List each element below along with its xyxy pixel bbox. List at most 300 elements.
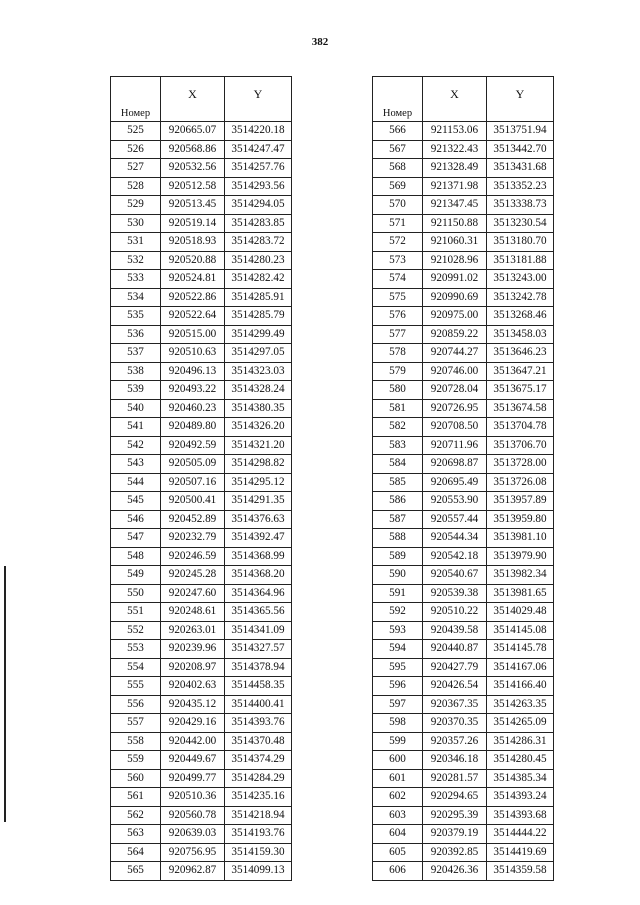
table-row (373, 714, 554, 733)
x-coordinate-cell: 920435.12 (161, 695, 225, 714)
y-coordinate-cell: 3514368.99 (225, 547, 292, 566)
header-y: Y (225, 77, 292, 122)
table-row (111, 325, 292, 344)
table-row (111, 677, 292, 696)
x-coordinate-cell: 920232.79 (161, 529, 225, 548)
y-coordinate-cell: 3513458.03 (487, 325, 554, 344)
table-row (373, 399, 554, 418)
table-row (111, 658, 292, 677)
x-coordinate-cell: 920370.35 (423, 714, 487, 733)
y-coordinate-cell: 3513646.23 (487, 344, 554, 363)
point-number-cell: 572 (373, 233, 423, 252)
x-coordinate-cell: 920440.87 (423, 640, 487, 659)
x-coordinate-cell: 920294.65 (423, 788, 487, 807)
point-number-cell: 541 (111, 418, 161, 437)
x-coordinate-cell: 920429.16 (161, 714, 225, 733)
point-number-cell: 549 (111, 566, 161, 585)
table-row (111, 788, 292, 807)
y-coordinate-cell: 3514378.94 (225, 658, 292, 677)
table-row (373, 640, 554, 659)
table-row (373, 529, 554, 548)
table-row (111, 769, 292, 788)
point-number-cell: 562 (111, 806, 161, 825)
point-number-cell: 591 (373, 584, 423, 603)
point-number-cell: 592 (373, 603, 423, 622)
table-row (373, 455, 554, 474)
table-header-row (373, 77, 554, 122)
x-coordinate-cell: 920489.80 (161, 418, 225, 437)
y-coordinate-cell: 3514327.57 (225, 640, 292, 659)
y-coordinate-cell: 3514280.45 (487, 751, 554, 770)
x-coordinate-cell: 920513.45 (161, 196, 225, 215)
y-coordinate-cell: 3514359.58 (487, 862, 554, 881)
table-row (111, 214, 292, 233)
y-coordinate-cell: 3514444.22 (487, 825, 554, 844)
table-row (373, 288, 554, 307)
point-number-cell: 537 (111, 344, 161, 363)
table-row (373, 159, 554, 178)
header-x: X (161, 77, 225, 122)
point-number-cell: 589 (373, 547, 423, 566)
point-number-cell: 554 (111, 658, 161, 677)
x-coordinate-cell: 920568.86 (161, 140, 225, 159)
point-number-cell: 566 (373, 122, 423, 141)
y-coordinate-cell: 3514235.16 (225, 788, 292, 807)
table-row (111, 381, 292, 400)
y-coordinate-cell: 3514283.72 (225, 233, 292, 252)
point-number-cell: 587 (373, 510, 423, 529)
y-coordinate-cell: 3514328.24 (225, 381, 292, 400)
point-number-cell: 578 (373, 344, 423, 363)
point-number-cell: 525 (111, 122, 161, 141)
table-row (373, 584, 554, 603)
point-number-cell: 531 (111, 233, 161, 252)
x-coordinate-cell: 920540.67 (423, 566, 487, 585)
table-row (111, 270, 292, 289)
point-number-cell: 563 (111, 825, 161, 844)
x-coordinate-cell: 920208.97 (161, 658, 225, 677)
table-row (373, 603, 554, 622)
x-coordinate-cell: 920392.85 (423, 843, 487, 862)
point-number-cell: 557 (111, 714, 161, 733)
table-row (373, 843, 554, 862)
x-coordinate-cell: 921371.98 (423, 177, 487, 196)
y-coordinate-cell: 3514364.96 (225, 584, 292, 603)
point-number-cell: 593 (373, 621, 423, 640)
x-coordinate-cell: 920499.77 (161, 769, 225, 788)
table-row (373, 270, 554, 289)
point-number-cell: 570 (373, 196, 423, 215)
page-number: 382 (311, 36, 329, 48)
x-coordinate-cell: 920520.88 (161, 251, 225, 270)
table-row (373, 862, 554, 881)
point-number-cell: 567 (373, 140, 423, 159)
x-coordinate-cell: 921060.31 (423, 233, 487, 252)
table-row (373, 658, 554, 677)
x-coordinate-cell: 920532.56 (161, 159, 225, 178)
x-coordinate-cell: 920247.60 (161, 584, 225, 603)
point-number-cell: 599 (373, 732, 423, 751)
point-number-cell: 533 (111, 270, 161, 289)
y-coordinate-cell: 3513726.08 (487, 473, 554, 492)
y-coordinate-cell: 3514326.20 (225, 418, 292, 437)
point-number-cell: 582 (373, 418, 423, 437)
table-row (373, 473, 554, 492)
x-coordinate-cell: 920367.35 (423, 695, 487, 714)
x-coordinate-cell: 920557.44 (423, 510, 487, 529)
x-coordinate-cell: 920427.79 (423, 658, 487, 677)
coordinates-table-right (372, 76, 554, 881)
x-coordinate-cell: 920991.02 (423, 270, 487, 289)
y-coordinate-cell: 3513704.78 (487, 418, 554, 437)
y-coordinate-cell: 3513675.17 (487, 381, 554, 400)
x-coordinate-cell: 920442.00 (161, 732, 225, 751)
table-body (373, 122, 554, 881)
point-number-cell: 606 (373, 862, 423, 881)
x-coordinate-cell: 920975.00 (423, 307, 487, 326)
x-coordinate-cell: 920263.01 (161, 621, 225, 640)
y-coordinate-cell: 3514263.35 (487, 695, 554, 714)
table-row (373, 214, 554, 233)
x-coordinate-cell: 920708.50 (423, 418, 487, 437)
table-row (373, 510, 554, 529)
y-coordinate-cell: 3514284.29 (225, 769, 292, 788)
table-row (373, 325, 554, 344)
table-row (111, 233, 292, 252)
y-coordinate-cell: 3514297.05 (225, 344, 292, 363)
x-coordinate-cell: 920553.90 (423, 492, 487, 511)
table-row (111, 751, 292, 770)
x-coordinate-cell: 920695.49 (423, 473, 487, 492)
x-coordinate-cell: 920493.22 (161, 381, 225, 400)
point-number-cell: 547 (111, 529, 161, 548)
table-row (373, 825, 554, 844)
x-coordinate-cell: 920746.00 (423, 362, 487, 381)
point-number-cell: 539 (111, 381, 161, 400)
header-y: Y (487, 77, 554, 122)
table-row (373, 362, 554, 381)
x-coordinate-cell: 921347.45 (423, 196, 487, 215)
x-coordinate-cell: 920522.86 (161, 288, 225, 307)
y-coordinate-cell: 3513979.90 (487, 547, 554, 566)
x-coordinate-cell: 920449.67 (161, 751, 225, 770)
x-coordinate-cell: 920519.14 (161, 214, 225, 233)
x-coordinate-cell: 920281.57 (423, 769, 487, 788)
y-coordinate-cell: 3513352.23 (487, 177, 554, 196)
point-number-cell: 546 (111, 510, 161, 529)
table-body (111, 122, 292, 881)
y-coordinate-cell: 3513647.21 (487, 362, 554, 381)
point-number-cell: 603 (373, 806, 423, 825)
x-coordinate-cell: 920962.87 (161, 862, 225, 881)
x-coordinate-cell: 920711.96 (423, 436, 487, 455)
y-coordinate-cell: 3514419.69 (487, 843, 554, 862)
x-coordinate-cell: 920639.03 (161, 825, 225, 844)
y-coordinate-cell: 3514365.56 (225, 603, 292, 622)
point-number-cell: 590 (373, 566, 423, 585)
y-coordinate-cell: 3514291.35 (225, 492, 292, 511)
y-coordinate-cell: 3514374.29 (225, 751, 292, 770)
y-coordinate-cell: 3514285.79 (225, 307, 292, 326)
point-number-cell: 551 (111, 603, 161, 622)
y-coordinate-cell: 3514193.76 (225, 825, 292, 844)
x-coordinate-cell: 920728.04 (423, 381, 487, 400)
table-row (111, 806, 292, 825)
point-number-cell: 543 (111, 455, 161, 474)
y-coordinate-cell: 3514166.40 (487, 677, 554, 696)
x-coordinate-cell: 920496.13 (161, 362, 225, 381)
x-coordinate-cell: 920500.41 (161, 492, 225, 511)
table-row (373, 177, 554, 196)
x-coordinate-cell: 920379.19 (423, 825, 487, 844)
y-coordinate-cell: 3514257.76 (225, 159, 292, 178)
y-coordinate-cell: 3514265.09 (487, 714, 554, 733)
table-row (111, 159, 292, 178)
table-row (111, 862, 292, 881)
point-number-cell: 583 (373, 436, 423, 455)
point-number-cell: 534 (111, 288, 161, 307)
y-coordinate-cell: 3513431.68 (487, 159, 554, 178)
table-row (111, 307, 292, 326)
point-number-cell: 596 (373, 677, 423, 696)
y-coordinate-cell: 3514321.20 (225, 436, 292, 455)
y-coordinate-cell: 3514393.24 (487, 788, 554, 807)
y-coordinate-cell: 3513957.89 (487, 492, 554, 511)
table-row (373, 806, 554, 825)
table-row (373, 751, 554, 770)
table-row (373, 547, 554, 566)
y-coordinate-cell: 3513181.88 (487, 251, 554, 270)
point-number-cell: 529 (111, 196, 161, 215)
y-coordinate-cell: 3514393.76 (225, 714, 292, 733)
x-coordinate-cell: 920460.23 (161, 399, 225, 418)
table-row (111, 344, 292, 363)
table-row (373, 251, 554, 270)
y-coordinate-cell: 3514145.78 (487, 640, 554, 659)
x-coordinate-cell: 920507.16 (161, 473, 225, 492)
point-number-cell: 550 (111, 584, 161, 603)
table-row (373, 566, 554, 585)
point-number-cell: 559 (111, 751, 161, 770)
y-coordinate-cell: 3514282.42 (225, 270, 292, 289)
y-coordinate-cell: 3513180.70 (487, 233, 554, 252)
point-number-cell: 573 (373, 251, 423, 270)
y-coordinate-cell: 3514380.35 (225, 399, 292, 418)
point-number-cell: 581 (373, 399, 423, 418)
point-number-cell: 553 (111, 640, 161, 659)
y-coordinate-cell: 3514299.49 (225, 325, 292, 344)
header-number: Номер (111, 77, 161, 122)
table-row (373, 418, 554, 437)
x-coordinate-cell: 920544.34 (423, 529, 487, 548)
table-row (373, 769, 554, 788)
point-number-cell: 584 (373, 455, 423, 474)
table-row (111, 399, 292, 418)
y-coordinate-cell: 3514167.06 (487, 658, 554, 677)
x-coordinate-cell: 920560.78 (161, 806, 225, 825)
table-row (373, 788, 554, 807)
x-coordinate-cell: 920515.00 (161, 325, 225, 344)
x-coordinate-cell: 920698.87 (423, 455, 487, 474)
point-number-cell: 556 (111, 695, 161, 714)
y-coordinate-cell: 3514145.08 (487, 621, 554, 640)
x-coordinate-cell: 921322.43 (423, 140, 487, 159)
y-coordinate-cell: 3513728.00 (487, 455, 554, 474)
table-row (111, 473, 292, 492)
point-number-cell: 598 (373, 714, 423, 733)
x-coordinate-cell: 920346.18 (423, 751, 487, 770)
table-row (373, 695, 554, 714)
table-row (111, 177, 292, 196)
x-coordinate-cell: 920510.36 (161, 788, 225, 807)
point-number-cell: 560 (111, 769, 161, 788)
table-row (111, 510, 292, 529)
x-coordinate-cell: 920990.69 (423, 288, 487, 307)
x-coordinate-cell: 920744.27 (423, 344, 487, 363)
table-row (111, 695, 292, 714)
y-coordinate-cell: 3514159.30 (225, 843, 292, 862)
table-row (111, 714, 292, 733)
x-coordinate-cell: 920426.54 (423, 677, 487, 696)
table-row (111, 436, 292, 455)
table-row (111, 492, 292, 511)
point-number-cell: 527 (111, 159, 161, 178)
y-coordinate-cell: 3513243.00 (487, 270, 554, 289)
table-row (111, 455, 292, 474)
point-number-cell: 552 (111, 621, 161, 640)
table-row (373, 381, 554, 400)
x-coordinate-cell: 920246.59 (161, 547, 225, 566)
table-row (111, 584, 292, 603)
y-coordinate-cell: 3513981.10 (487, 529, 554, 548)
x-coordinate-cell: 920426.36 (423, 862, 487, 881)
point-number-cell: 605 (373, 843, 423, 862)
point-number-cell: 545 (111, 492, 161, 511)
point-number-cell: 577 (373, 325, 423, 344)
point-number-cell: 601 (373, 769, 423, 788)
x-coordinate-cell: 921153.06 (423, 122, 487, 141)
x-coordinate-cell: 920726.95 (423, 399, 487, 418)
table-row (373, 140, 554, 159)
point-number-cell: 580 (373, 381, 423, 400)
x-coordinate-cell: 920510.63 (161, 344, 225, 363)
point-number-cell: 561 (111, 788, 161, 807)
point-number-cell: 604 (373, 825, 423, 844)
point-number-cell: 540 (111, 399, 161, 418)
point-number-cell: 538 (111, 362, 161, 381)
header-number: Номер (373, 77, 423, 122)
table-row (111, 843, 292, 862)
y-coordinate-cell: 3514283.85 (225, 214, 292, 233)
y-coordinate-cell: 3514285.91 (225, 288, 292, 307)
table-row (111, 362, 292, 381)
y-coordinate-cell: 3513442.70 (487, 140, 554, 159)
point-number-cell: 536 (111, 325, 161, 344)
y-coordinate-cell: 3514220.18 (225, 122, 292, 141)
table-row (111, 251, 292, 270)
point-number-cell: 597 (373, 695, 423, 714)
point-number-cell: 571 (373, 214, 423, 233)
table-row (111, 288, 292, 307)
y-coordinate-cell: 3514099.13 (225, 862, 292, 881)
point-number-cell: 568 (373, 159, 423, 178)
y-coordinate-cell: 3514247.47 (225, 140, 292, 159)
table-row (373, 732, 554, 751)
table-row (111, 603, 292, 622)
table-row (111, 621, 292, 640)
table-row (111, 547, 292, 566)
table-row (111, 196, 292, 215)
table-row (111, 140, 292, 159)
point-number-cell: 555 (111, 677, 161, 696)
table-row (111, 825, 292, 844)
point-number-cell: 594 (373, 640, 423, 659)
y-coordinate-cell: 3513751.94 (487, 122, 554, 141)
x-coordinate-cell: 920524.81 (161, 270, 225, 289)
table-row (373, 196, 554, 215)
point-number-cell: 535 (111, 307, 161, 326)
table-row (111, 732, 292, 751)
table-row (111, 418, 292, 437)
x-coordinate-cell: 920248.61 (161, 603, 225, 622)
x-coordinate-cell: 920439.58 (423, 621, 487, 640)
y-coordinate-cell: 3514295.12 (225, 473, 292, 492)
point-number-cell: 544 (111, 473, 161, 492)
x-coordinate-cell: 920357.26 (423, 732, 487, 751)
point-number-cell: 575 (373, 288, 423, 307)
x-coordinate-cell: 921028.96 (423, 251, 487, 270)
y-coordinate-cell: 3514294.05 (225, 196, 292, 215)
y-coordinate-cell: 3514368.20 (225, 566, 292, 585)
y-coordinate-cell: 3514393.68 (487, 806, 554, 825)
table-row (373, 436, 554, 455)
table-row (111, 640, 292, 659)
point-number-cell: 532 (111, 251, 161, 270)
point-number-cell: 564 (111, 843, 161, 862)
point-number-cell: 602 (373, 788, 423, 807)
y-coordinate-cell: 3513706.70 (487, 436, 554, 455)
x-coordinate-cell: 920859.22 (423, 325, 487, 344)
x-coordinate-cell: 920665.07 (161, 122, 225, 141)
y-coordinate-cell: 3514341.09 (225, 621, 292, 640)
x-coordinate-cell: 920539.38 (423, 584, 487, 603)
y-coordinate-cell: 3513981.65 (487, 584, 554, 603)
y-coordinate-cell: 3514370.48 (225, 732, 292, 751)
point-number-cell: 565 (111, 862, 161, 881)
table-row (373, 344, 554, 363)
table-row (111, 566, 292, 585)
x-coordinate-cell: 920756.95 (161, 843, 225, 862)
table-row (373, 233, 554, 252)
y-coordinate-cell: 3513230.54 (487, 214, 554, 233)
table-row (111, 529, 292, 548)
x-coordinate-cell: 921150.88 (423, 214, 487, 233)
y-coordinate-cell: 3514280.23 (225, 251, 292, 270)
point-number-cell: 542 (111, 436, 161, 455)
y-coordinate-cell: 3514286.31 (487, 732, 554, 751)
x-coordinate-cell: 920239.96 (161, 640, 225, 659)
x-coordinate-cell: 920245.28 (161, 566, 225, 585)
y-coordinate-cell: 3514218.94 (225, 806, 292, 825)
x-coordinate-cell: 920505.09 (161, 455, 225, 474)
x-coordinate-cell: 920510.22 (423, 603, 487, 622)
point-number-cell: 558 (111, 732, 161, 751)
table-row (111, 122, 292, 141)
y-coordinate-cell: 3514323.03 (225, 362, 292, 381)
y-coordinate-cell: 3513338.73 (487, 196, 554, 215)
y-coordinate-cell: 3514392.47 (225, 529, 292, 548)
point-number-cell: 595 (373, 658, 423, 677)
